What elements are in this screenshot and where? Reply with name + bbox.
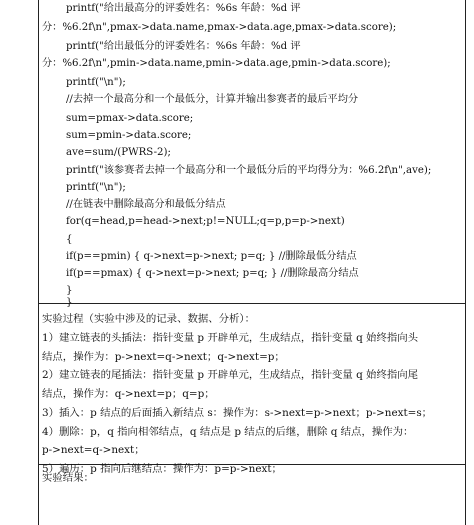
- code-line: printf("该参赛者去掉一个最高分和一个最低分后的平均得分为：%6.2f\n",ave);: [66, 165, 432, 176]
- code-line: printf("给出最高分的评委姓名：%6s 年龄：%d 评: [66, 3, 301, 14]
- code-line: if(p==pmin) { q->next=p->next; p=q; } //删除最低分结点: [66, 251, 357, 262]
- process-line: p->next=q->next；: [42, 444, 145, 456]
- table-divider: [38, 303, 465, 304]
- process-line: 1）建立链表的头插法：指针变量 p 开辟单元，生成结点，指针变量 q 始终指向头: [42, 332, 419, 344]
- code-line: {: [66, 234, 73, 245]
- process-title: 实验过程（实验中涉及的记录、数据、分析）：: [42, 313, 256, 325]
- code-line: ave=sum/(PWRS-2);: [66, 147, 171, 158]
- code-line: printf("给出最低分的评委姓名：%6s 年龄：%d 评: [66, 41, 301, 52]
- process-line: 2）建立链表的尾插法：指针变量 p 开辟单元，生成结点，指针变量 q 始终指向尾: [42, 369, 419, 381]
- code-line: printf("\n");: [66, 182, 126, 193]
- process-line: 5）遍历：p 指向后继结点：操作为：p=p->next；: [42, 463, 282, 475]
- code-line: //在链表中删除最高分和最低分结点: [66, 199, 226, 210]
- result-title: 实验结果：: [42, 472, 94, 484]
- code-line: for(q=head,p=head->next;p!=NULL;q=p,p=p->next): [66, 216, 345, 227]
- process-line: 3）插入：p 结点的后面插入新结点 s：操作为：s->next=p->next；p->next=s；: [42, 407, 433, 419]
- code-line: //去掉一个最高分和一个最低分，计算并输出参赛者的最后平均分: [66, 94, 359, 105]
- code-line: sum=pmin->data.score;: [66, 130, 192, 141]
- code-line: 分：%6.2f\n",pmin->data.name,pmin->data.age,pmin->data.score);: [42, 58, 391, 69]
- code-line: }: [66, 297, 73, 308]
- code-line: 分：%6.2f\n",pmax->data.name,pmax->data.age,pmax->data.score);: [42, 22, 397, 33]
- process-line: 结点，操作为：q->next=p；q=p；: [42, 388, 215, 400]
- code-line: }: [66, 285, 73, 296]
- code-line: printf("\n");: [66, 77, 126, 88]
- process-line: 结点，操作为：p->next=q->next；q->next=p；: [42, 351, 285, 363]
- code-line: sum=pmax->data.score;: [66, 113, 194, 124]
- process-line: 4）删除：p，q 指向相邻结点，q 结点是 p 结点的后继，删除 q 结点，操作为：: [42, 426, 414, 438]
- code-line: if(p==pmax) { q->next=p->next; p=q; } //删除最高分结点: [66, 268, 359, 279]
